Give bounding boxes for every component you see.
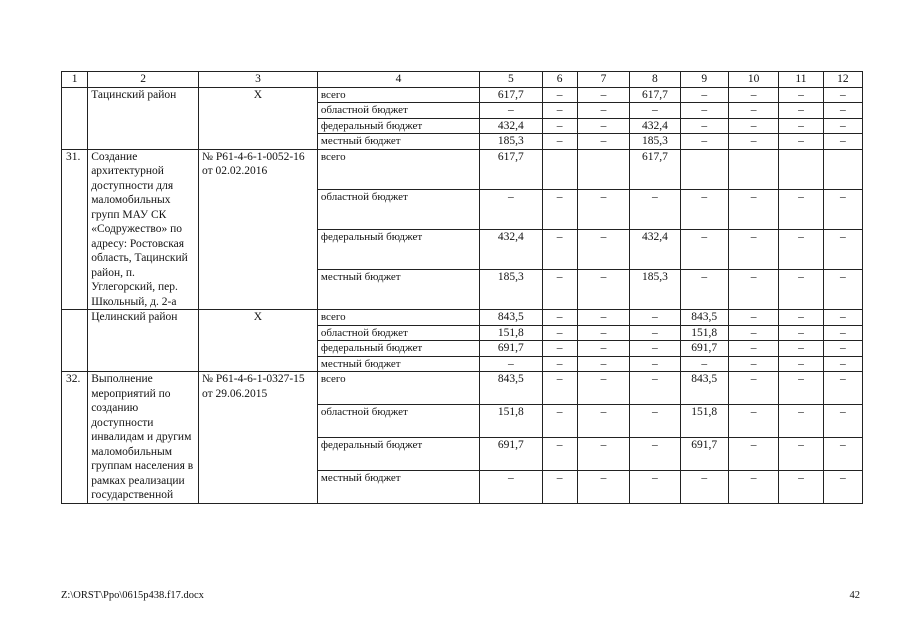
budget-source-label: областной бюджет [317, 103, 479, 119]
value-cell: – [680, 118, 728, 134]
value-cell: – [630, 372, 680, 405]
row-number: 31. [62, 149, 88, 310]
district-name: Тацинский район [88, 87, 199, 149]
value-cell: – [680, 103, 728, 119]
value-cell: – [630, 103, 680, 119]
budget-source-label: всего [317, 372, 479, 405]
column-number-cell: 2 [88, 72, 199, 88]
value-cell: – [630, 404, 680, 437]
value-cell: – [823, 470, 862, 503]
value-cell: – [823, 437, 862, 470]
value-cell: – [542, 118, 577, 134]
value-cell [542, 149, 577, 189]
column-number-cell: 5 [480, 72, 542, 88]
column-number-cell: 8 [630, 72, 680, 88]
value-cell: – [577, 437, 629, 470]
document-number: № Р61-4-6-1-0327-15 от 29.06.2015 [199, 372, 318, 504]
value-cell: 151,8 [680, 404, 728, 437]
value-cell: – [823, 404, 862, 437]
value-cell: 617,7 [480, 87, 542, 103]
value-cell: – [779, 118, 823, 134]
value-cell: – [480, 189, 542, 229]
value-cell: – [680, 356, 728, 372]
value-cell: 151,8 [680, 325, 728, 341]
measure-name: Выполнение мероприятий по созданию доступности инвалидам и другим маломобильным группам населения в рамках реализации государственной [88, 372, 199, 504]
value-cell: – [728, 134, 778, 150]
value-cell: – [577, 229, 629, 269]
value-cell: 843,5 [480, 310, 542, 326]
value-cell: – [630, 470, 680, 503]
value-cell: – [728, 325, 778, 341]
value-cell: – [728, 372, 778, 405]
column-number-cell: 4 [317, 72, 479, 88]
value-cell: – [630, 189, 680, 229]
value-cell [577, 149, 629, 189]
value-cell: – [542, 103, 577, 119]
table-row [62, 310, 863, 326]
value-cell: – [779, 269, 823, 309]
column-number-cell: 7 [577, 72, 629, 88]
value-cell: – [728, 269, 778, 309]
value-cell: – [728, 356, 778, 372]
column-number-cell: 10 [728, 72, 778, 88]
value-cell: – [779, 325, 823, 341]
value-cell: – [542, 134, 577, 150]
value-cell: – [728, 103, 778, 119]
value-cell: – [728, 310, 778, 326]
value-cell: 617,7 [630, 149, 680, 189]
value-cell: – [728, 437, 778, 470]
value-cell: – [630, 341, 680, 357]
row-number: 32. [62, 372, 88, 504]
value-cell: 691,7 [680, 341, 728, 357]
value-cell: – [823, 103, 862, 119]
value-cell: – [630, 356, 680, 372]
value-cell [779, 149, 823, 189]
value-cell [823, 149, 862, 189]
budget-source-label: местный бюджет [317, 356, 479, 372]
value-cell: 432,4 [630, 229, 680, 269]
value-cell: – [577, 134, 629, 150]
value-cell: – [680, 229, 728, 269]
district-name: Целинский район [88, 310, 199, 372]
value-cell: 617,7 [480, 149, 542, 189]
value-cell [680, 149, 728, 189]
value-cell: – [823, 325, 862, 341]
value-cell: – [577, 118, 629, 134]
value-cell: – [542, 229, 577, 269]
value-cell: – [480, 470, 542, 503]
value-cell: – [680, 134, 728, 150]
value-cell: – [577, 341, 629, 357]
budget-source-label: местный бюджет [317, 269, 479, 309]
budget-source-label: областной бюджет [317, 189, 479, 229]
value-cell: – [577, 404, 629, 437]
row-number-empty [62, 310, 88, 372]
value-cell: – [728, 229, 778, 269]
value-cell: – [779, 310, 823, 326]
value-cell: – [542, 404, 577, 437]
table-row [62, 372, 863, 405]
value-cell: – [577, 325, 629, 341]
value-cell: – [779, 134, 823, 150]
budget-source-label: областной бюджет [317, 325, 479, 341]
value-cell: – [728, 470, 778, 503]
page-number: 42 [849, 590, 860, 601]
value-cell: 432,4 [480, 229, 542, 269]
value-cell: – [480, 103, 542, 119]
value-cell: 151,8 [480, 404, 542, 437]
value-cell: – [728, 118, 778, 134]
value-cell: – [680, 470, 728, 503]
value-cell: – [542, 269, 577, 309]
value-cell: – [728, 341, 778, 357]
column-number-cell: 1 [62, 72, 88, 88]
budget-source-label: областной бюджет [317, 404, 479, 437]
value-cell: – [542, 470, 577, 503]
column-number-cell: 12 [823, 72, 862, 88]
value-cell: – [542, 87, 577, 103]
value-cell: – [823, 310, 862, 326]
value-cell: – [779, 229, 823, 269]
column-number-cell: 3 [199, 72, 318, 88]
value-cell: 843,5 [680, 372, 728, 405]
value-cell: 843,5 [480, 372, 542, 405]
value-cell: – [823, 118, 862, 134]
value-cell: – [577, 310, 629, 326]
value-cell: – [823, 341, 862, 357]
value-cell: – [542, 341, 577, 357]
value-cell: – [577, 189, 629, 229]
table-row [62, 149, 863, 189]
value-cell: – [823, 189, 862, 229]
value-cell: – [779, 341, 823, 357]
document-placeholder: Х [199, 310, 318, 372]
value-cell: – [779, 356, 823, 372]
value-cell: – [542, 437, 577, 470]
column-number-row [62, 72, 863, 88]
budget-source-label: федеральный бюджет [317, 341, 479, 357]
value-cell: – [630, 325, 680, 341]
value-cell: – [480, 356, 542, 372]
budget-table [61, 71, 863, 504]
value-cell: – [577, 356, 629, 372]
value-cell: – [823, 372, 862, 405]
value-cell: 691,7 [480, 341, 542, 357]
value-cell: 691,7 [480, 437, 542, 470]
budget-source-label: всего [317, 149, 479, 189]
value-cell: – [728, 404, 778, 437]
value-cell: – [577, 103, 629, 119]
value-cell: – [680, 269, 728, 309]
value-cell: – [823, 269, 862, 309]
budget-source-label: федеральный бюджет [317, 118, 479, 134]
value-cell: 432,4 [480, 118, 542, 134]
value-cell: – [779, 103, 823, 119]
value-cell: – [779, 470, 823, 503]
value-cell: – [680, 189, 728, 229]
value-cell [728, 149, 778, 189]
column-number-cell: 9 [680, 72, 728, 88]
value-cell: – [680, 87, 728, 103]
value-cell: – [577, 87, 629, 103]
table-row [62, 87, 863, 103]
document-placeholder: Х [199, 87, 318, 149]
value-cell: – [823, 87, 862, 103]
value-cell: – [577, 470, 629, 503]
value-cell: – [779, 372, 823, 405]
value-cell: – [779, 437, 823, 470]
value-cell: 432,4 [630, 118, 680, 134]
value-cell: 185,3 [480, 269, 542, 309]
column-number-cell: 6 [542, 72, 577, 88]
row-number-empty [62, 87, 88, 149]
value-cell: – [728, 189, 778, 229]
budget-source-label: федеральный бюджет [317, 229, 479, 269]
budget-source-label: всего [317, 310, 479, 326]
value-cell: – [779, 404, 823, 437]
value-cell: – [823, 134, 862, 150]
value-cell: – [542, 189, 577, 229]
value-cell: – [577, 372, 629, 405]
budget-source-label: федеральный бюджет [317, 437, 479, 470]
value-cell: 185,3 [630, 269, 680, 309]
value-cell: 185,3 [630, 134, 680, 150]
value-cell: 691,7 [680, 437, 728, 470]
value-cell: – [728, 87, 778, 103]
budget-source-label: всего [317, 87, 479, 103]
value-cell: – [542, 356, 577, 372]
value-cell: 617,7 [630, 87, 680, 103]
value-cell: 151,8 [480, 325, 542, 341]
value-cell: 843,5 [680, 310, 728, 326]
value-cell: – [630, 437, 680, 470]
value-cell: – [577, 269, 629, 309]
value-cell: – [542, 372, 577, 405]
measure-name: Создание архитектурной доступности для маломобильных групп МАУ СК «Содружество» по адресу: Ростовская область, Тацинский район, п. Углегорский, пер. Школьный, д. 2-а [88, 149, 199, 310]
value-cell: – [779, 87, 823, 103]
column-number-cell: 11 [779, 72, 823, 88]
value-cell: – [779, 189, 823, 229]
value-cell: – [823, 229, 862, 269]
value-cell: – [542, 310, 577, 326]
budget-source-label: местный бюджет [317, 134, 479, 150]
budget-source-label: местный бюджет [317, 470, 479, 503]
footer-filename: Z:\ORST\Ppo\0615p438.f17.docx [61, 590, 204, 601]
document-number: № Р61-4-6-1-0052-16 от 02.02.2016 [199, 149, 318, 310]
value-cell: – [542, 325, 577, 341]
value-cell: 185,3 [480, 134, 542, 150]
value-cell: – [823, 356, 862, 372]
value-cell: – [630, 310, 680, 326]
